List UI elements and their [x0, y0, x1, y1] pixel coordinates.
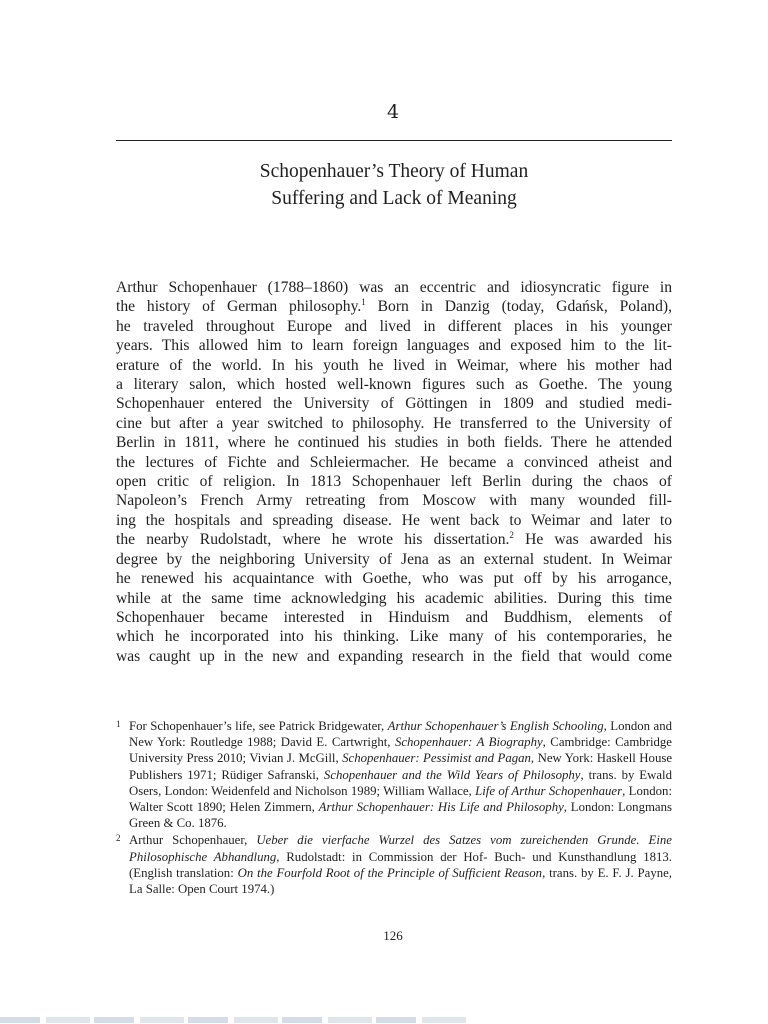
chapter-number: 4 [386, 101, 400, 123]
text-line: a literary salon, which hosted well-known figures such as Goethe. The young [116, 376, 672, 394]
text-line: the lectures of Fichte and Schleiermacher. He became a convinced atheist and [116, 453, 672, 471]
page-number: 126 [383, 928, 403, 943]
footnote-number: 1 [116, 719, 121, 729]
footnote-number: 2 [116, 833, 121, 844]
text-line: cine but after a year switched to philosophy. He transferred to the University of [116, 414, 672, 432]
text-line: years. This allowed him to learn foreign languages and exposed him to the lit- [116, 337, 672, 355]
text-line: Napoleon’s French Army retreating from Moscow with many wounded fill- [116, 492, 672, 510]
text-line: Schopenhauer became interested in Hinduism and Buddhism, elements of [116, 608, 672, 626]
footnote-ref-1[interactable]: 1 [361, 297, 366, 308]
text-line: open critic of religion. In 1813 Schopenhauer left Berlin during the chaos of [116, 473, 672, 491]
text-line: was caught up in the new and expanding research in the field that would come [116, 647, 672, 665]
text-line: degree by the neighboring University of Jena as an external student. In Weimar [116, 550, 672, 568]
body-paragraph [116, 278, 672, 666]
watermark-strip [0, 1017, 470, 1023]
text-line: ing the hospitals and spreading disease. He went back to Weimar and later to [116, 511, 672, 529]
text-line: while at the same time acknowledging his academic abilities. During this time [116, 589, 672, 607]
footnotes [116, 718, 672, 897]
text-line: he traveled throughout Europe and lived in different places in his younger [116, 317, 672, 335]
text-line: the history of German philosophy.$^1$ Born in Danzig (today, Gdańsk, Poland), [116, 297, 672, 316]
text-line: he renewed his acquaintance with Goethe, who was put off by his arrogance, [116, 570, 672, 588]
text-line: Arthur Schopenhauer (1788–1860) was an eccentric and idiosyncratic figure in [116, 279, 672, 296]
text-line: erature of the world. In his youth he lived in Weimar, where his mother had [116, 356, 672, 374]
text-line: Berlin in 1811, where he continued his studies in both fields. There he attended [116, 434, 672, 452]
footnote-2: 2 Arthur Schopenhauer, Ueber die vierfache Wurzel des Satzes vom zureichenden Grunde. Eine Philosophische Abhandlung, Rudolstadt: in Commission der Hof- Buch- und Kunsthandlung 1813. (English translation: On the Fourfold Root of the Principle of Sufficient Reason, trans. by E. F. J. Payne, La Salle: Open Court 1974.) [116, 832, 672, 897]
text-line: which he incorporated into his thinking. Like many of his contemporaries, he [116, 628, 672, 646]
chapter-divider [116, 140, 672, 141]
footnote-ref-2[interactable]: 2 [509, 530, 514, 541]
chapter-title-line-2: Suffering and Lack of Meaning [271, 188, 517, 209]
text-line: the nearby Rudolstadt, where he wrote his dissertation.$^2$ He was awarded his [116, 530, 672, 549]
chapter-title-line-1: Schopenhauer’s Theory of Human [259, 161, 529, 182]
text-line: Schopenhauer entered the University of Göttingen in 1809 and studied medi- [116, 395, 672, 413]
chapter-title [116, 158, 672, 212]
footnote-1: 1 For Schopenhauer’s life, see Patrick Bridgewater, Arthur Schopenhauer’s English Schooling, London and New York: Routledge 1988; David E. Cartwright, Schopenhauer: A Biography, Cambridge: Cambridge University Press 2010; Vivian J. McGill, Schopenhauer: Pessimist and Pagan, New York: Haskell House Publishers 1971; Rüdiger Safranski, Schopenhauer and the Wild Years of Philosophy, trans. by Ewald Osers, London: Weidenfeld and Nicholson 1989; William Wallace, Life of Arthur Schopenhauer, London: Walter Scott 1890; Helen Zimmern, Arthur Schopenhauer: His Life and Philosophy, London: Longmans Green & Co. 1876. [116, 718, 672, 831]
